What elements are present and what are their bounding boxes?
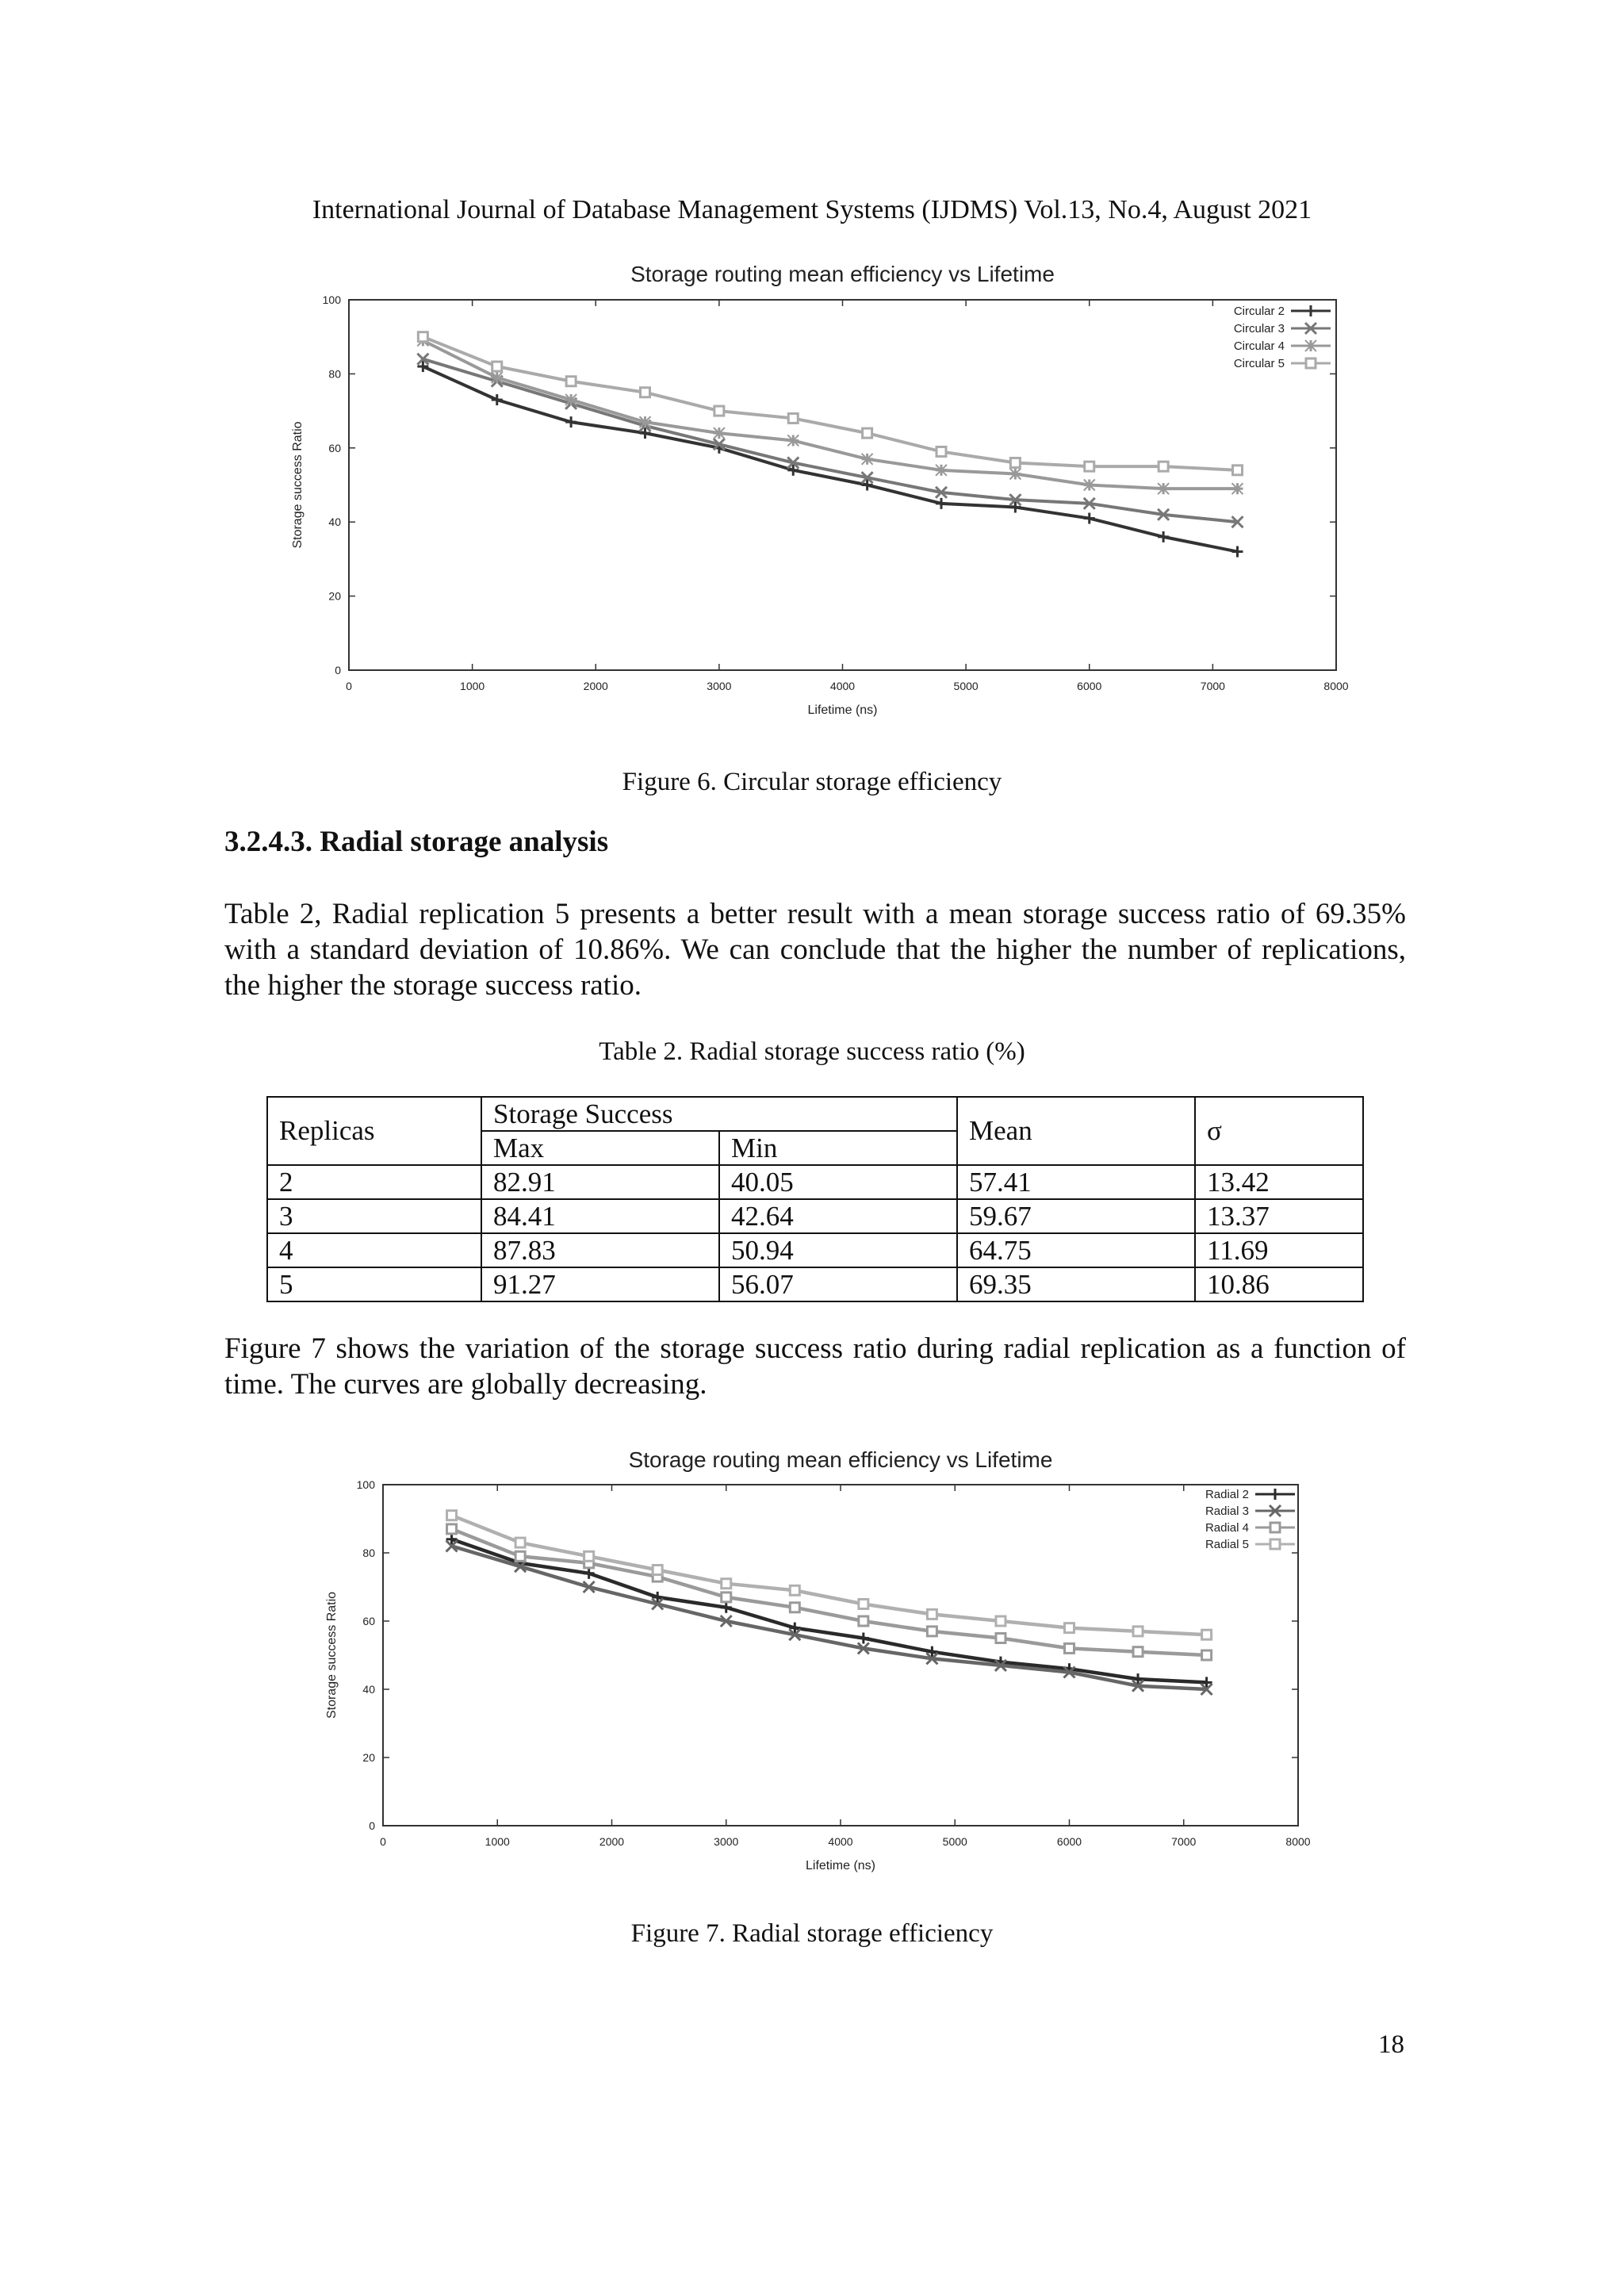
- x-tick-label: 0: [346, 680, 352, 692]
- table-2: [266, 1096, 1364, 1302]
- x-tick-label: 7000: [1171, 1835, 1197, 1848]
- journal-header: International Journal of Database Management Systems (IJDMS) Vol.13, No.4, August 2021: [312, 195, 1312, 224]
- data-point: [927, 1627, 936, 1636]
- data-point: [790, 1603, 799, 1612]
- header-sigma: σ: [1195, 1097, 1363, 1165]
- table-row: [267, 1233, 1363, 1267]
- x-tick-label: 4000: [829, 680, 856, 692]
- x-tick-label: 5000: [953, 680, 979, 692]
- data-point: [722, 1593, 731, 1602]
- data-point: [1065, 1643, 1074, 1653]
- data-point: [492, 362, 502, 371]
- table-cell: 64.75: [957, 1233, 1195, 1267]
- legend-label: Circular 5: [1233, 357, 1285, 370]
- data-point: [515, 1538, 525, 1547]
- data-point: [584, 1568, 595, 1579]
- y-tick-label: 60: [328, 441, 341, 454]
- header-max: Max: [481, 1131, 719, 1165]
- x-tick-label: 3000: [714, 1835, 739, 1848]
- table-cell: 84.41: [481, 1199, 719, 1233]
- legend-label: Radial 2: [1205, 1488, 1249, 1501]
- table-cell: 4: [267, 1233, 481, 1267]
- x-tick-label: 6000: [1077, 680, 1102, 692]
- section-heading: 3.2.4.3. Radial storage analysis: [224, 826, 609, 858]
- table-cell: 13.42: [1195, 1165, 1363, 1199]
- y-tick-label: 0: [369, 1819, 375, 1832]
- data-point: [859, 1600, 868, 1609]
- table-cell: 40.05: [719, 1165, 957, 1199]
- series-line: [423, 359, 1237, 522]
- series-line: [452, 1546, 1207, 1689]
- data-point: [1232, 483, 1243, 494]
- table-cell: 5: [267, 1267, 481, 1301]
- table-row: [267, 1165, 1363, 1199]
- series-radial-4: [447, 1524, 1212, 1660]
- data-point: [936, 447, 946, 456]
- data-point: [565, 416, 576, 427]
- table-row: [267, 1199, 1363, 1233]
- data-point: [1202, 1650, 1212, 1660]
- y-tick-label: 20: [328, 589, 341, 603]
- table-cell: 2: [267, 1165, 481, 1199]
- table-cell: 13.37: [1195, 1199, 1363, 1233]
- x-tick-label: 5000: [942, 1835, 967, 1848]
- data-point: [1065, 1623, 1074, 1633]
- header-mean: Mean: [957, 1097, 1195, 1165]
- table-cell: 91.27: [481, 1267, 719, 1301]
- y-axis-label: Storage success Ratio: [325, 1591, 339, 1719]
- legend-label: Radial 5: [1205, 1538, 1249, 1551]
- legend-label: Circular 2: [1233, 305, 1285, 318]
- data-point: [447, 1524, 457, 1534]
- data-point: [641, 388, 650, 397]
- y-tick-label: 40: [328, 516, 341, 529]
- data-point: [1159, 462, 1168, 471]
- y-tick-label: 20: [362, 1751, 375, 1764]
- table-cell: 3: [267, 1199, 481, 1233]
- table-cell: 69.35: [957, 1267, 1195, 1301]
- data-point: [653, 1566, 662, 1575]
- data-point: [1133, 1627, 1143, 1636]
- data-point: [858, 1633, 869, 1644]
- data-point: [927, 1609, 936, 1619]
- x-tick-label: 1000: [485, 1835, 510, 1848]
- paragraph-1: Table 2, Radial replication 5 presents a better result with a mean storage success ratio of 69.35% with a standard deviation of 10.86%. We can conclude that the higher the number of replications, the higher the storage success ratio.: [224, 898, 1406, 1002]
- y-tick-label: 100: [322, 293, 341, 306]
- data-point: [1233, 466, 1243, 475]
- data-point: [721, 1602, 732, 1613]
- figure-6-caption: Figure 6. Circular storage efficiency: [622, 768, 1002, 796]
- legend-marker: [1305, 305, 1316, 316]
- data-point: [447, 1511, 457, 1520]
- data-point: [1009, 468, 1021, 479]
- data-point: [862, 454, 873, 465]
- table-cell: 10.86: [1195, 1267, 1363, 1301]
- series-line: [452, 1516, 1207, 1635]
- data-point: [1158, 483, 1169, 494]
- y-tick-label: 0: [335, 664, 341, 677]
- data-point: [566, 377, 576, 386]
- x-tick-label: 6000: [1056, 1835, 1082, 1848]
- legend-label: Circular 4: [1233, 339, 1285, 353]
- data-point: [640, 416, 651, 427]
- legend-marker: [1270, 1539, 1280, 1549]
- table-cell: 59.67: [957, 1199, 1195, 1233]
- table-row: [267, 1267, 1363, 1301]
- data-point: [722, 1579, 731, 1589]
- x-axis-label: Lifetime (ns): [807, 703, 878, 717]
- series-radial-2: [446, 1534, 1212, 1688]
- data-point: [714, 427, 725, 439]
- series-radial-5: [447, 1511, 1212, 1640]
- data-point: [1232, 546, 1243, 558]
- table-cell: 42.64: [719, 1199, 957, 1233]
- x-tick-label: 8000: [1323, 680, 1349, 692]
- legend-marker: [1306, 358, 1316, 368]
- x-tick-label: 7000: [1200, 680, 1225, 692]
- x-tick-label: 4000: [828, 1835, 853, 1848]
- figure-7-caption: Figure 7. Radial storage efficiency: [630, 1919, 994, 1948]
- y-tick-label: 40: [362, 1683, 375, 1696]
- data-point: [1084, 513, 1095, 524]
- legend-label: Radial 3: [1205, 1504, 1249, 1518]
- x-tick-label: 2000: [583, 680, 608, 692]
- y-tick-label: 60: [362, 1615, 375, 1627]
- data-point: [584, 1551, 594, 1561]
- data-point: [1085, 462, 1094, 471]
- data-point: [996, 1634, 1005, 1643]
- x-axis-label: Lifetime (ns): [805, 1859, 876, 1872]
- data-point: [788, 413, 798, 423]
- data-point: [1010, 458, 1020, 467]
- page-number: 18: [1378, 2030, 1404, 2059]
- series-line: [452, 1529, 1207, 1655]
- data-point: [863, 428, 872, 438]
- y-tick-label: 100: [356, 1478, 375, 1491]
- data-point: [714, 406, 724, 416]
- series-circular-3: [417, 354, 1243, 527]
- data-point: [787, 435, 799, 446]
- table-cell: 82.91: [481, 1165, 719, 1199]
- x-tick-label: 2000: [599, 1835, 625, 1848]
- x-tick-label: 0: [380, 1835, 386, 1848]
- data-point: [565, 394, 576, 405]
- legend-label: Circular 3: [1233, 322, 1285, 335]
- data-point: [790, 1585, 799, 1595]
- series-circular-5: [418, 332, 1242, 475]
- data-point: [1084, 480, 1095, 491]
- y-axis-label: Storage success Ratio: [291, 421, 304, 549]
- legend-marker: [1305, 340, 1316, 351]
- table-cell: 87.83: [481, 1233, 719, 1267]
- data-point: [936, 465, 947, 476]
- data-point: [1133, 1647, 1143, 1657]
- table-cell: 11.69: [1195, 1233, 1363, 1267]
- legend-label: Radial 4: [1205, 1521, 1249, 1535]
- table-cell: 50.94: [719, 1233, 957, 1267]
- table-cell: 57.41: [957, 1165, 1195, 1199]
- paragraph-2: Figure 7 shows the variation of the storage success ratio during radial replication as a function of time. The curves are globally decreasing.: [224, 1332, 1406, 1401]
- legend-marker: [1270, 1523, 1280, 1532]
- table-cell: 56.07: [719, 1267, 957, 1301]
- data-point: [492, 372, 503, 383]
- chart-title: Storage routing mean efficiency vs Lifetime: [628, 1447, 1053, 1472]
- x-tick-label: 1000: [460, 680, 485, 692]
- data-point: [1202, 1630, 1212, 1639]
- chart-title: Storage routing mean efficiency vs Lifetime: [630, 262, 1055, 286]
- data-point: [418, 332, 427, 342]
- y-tick-label: 80: [328, 367, 341, 381]
- table-header-row-1: [267, 1097, 1363, 1131]
- data-point: [515, 1551, 525, 1561]
- data-point: [996, 1616, 1005, 1626]
- legend-marker: [1270, 1489, 1281, 1500]
- header-replicas: Replicas: [267, 1097, 481, 1165]
- data-point: [936, 498, 947, 509]
- plot-frame: [349, 300, 1336, 670]
- plot-frame: [383, 1485, 1298, 1826]
- header-min: Min: [719, 1131, 957, 1165]
- data-point: [492, 394, 503, 405]
- figure-7-chart: [317, 1443, 1348, 1888]
- header-storage-success: Storage Success: [481, 1097, 957, 1131]
- x-tick-label: 8000: [1285, 1835, 1311, 1848]
- data-point: [1158, 531, 1169, 542]
- figure-6-chart: [278, 254, 1372, 738]
- x-tick-label: 3000: [707, 680, 732, 692]
- y-tick-label: 80: [362, 1547, 375, 1559]
- table-2-caption: Table 2. Radial storage success ratio (%): [599, 1037, 1025, 1066]
- data-point: [859, 1616, 868, 1626]
